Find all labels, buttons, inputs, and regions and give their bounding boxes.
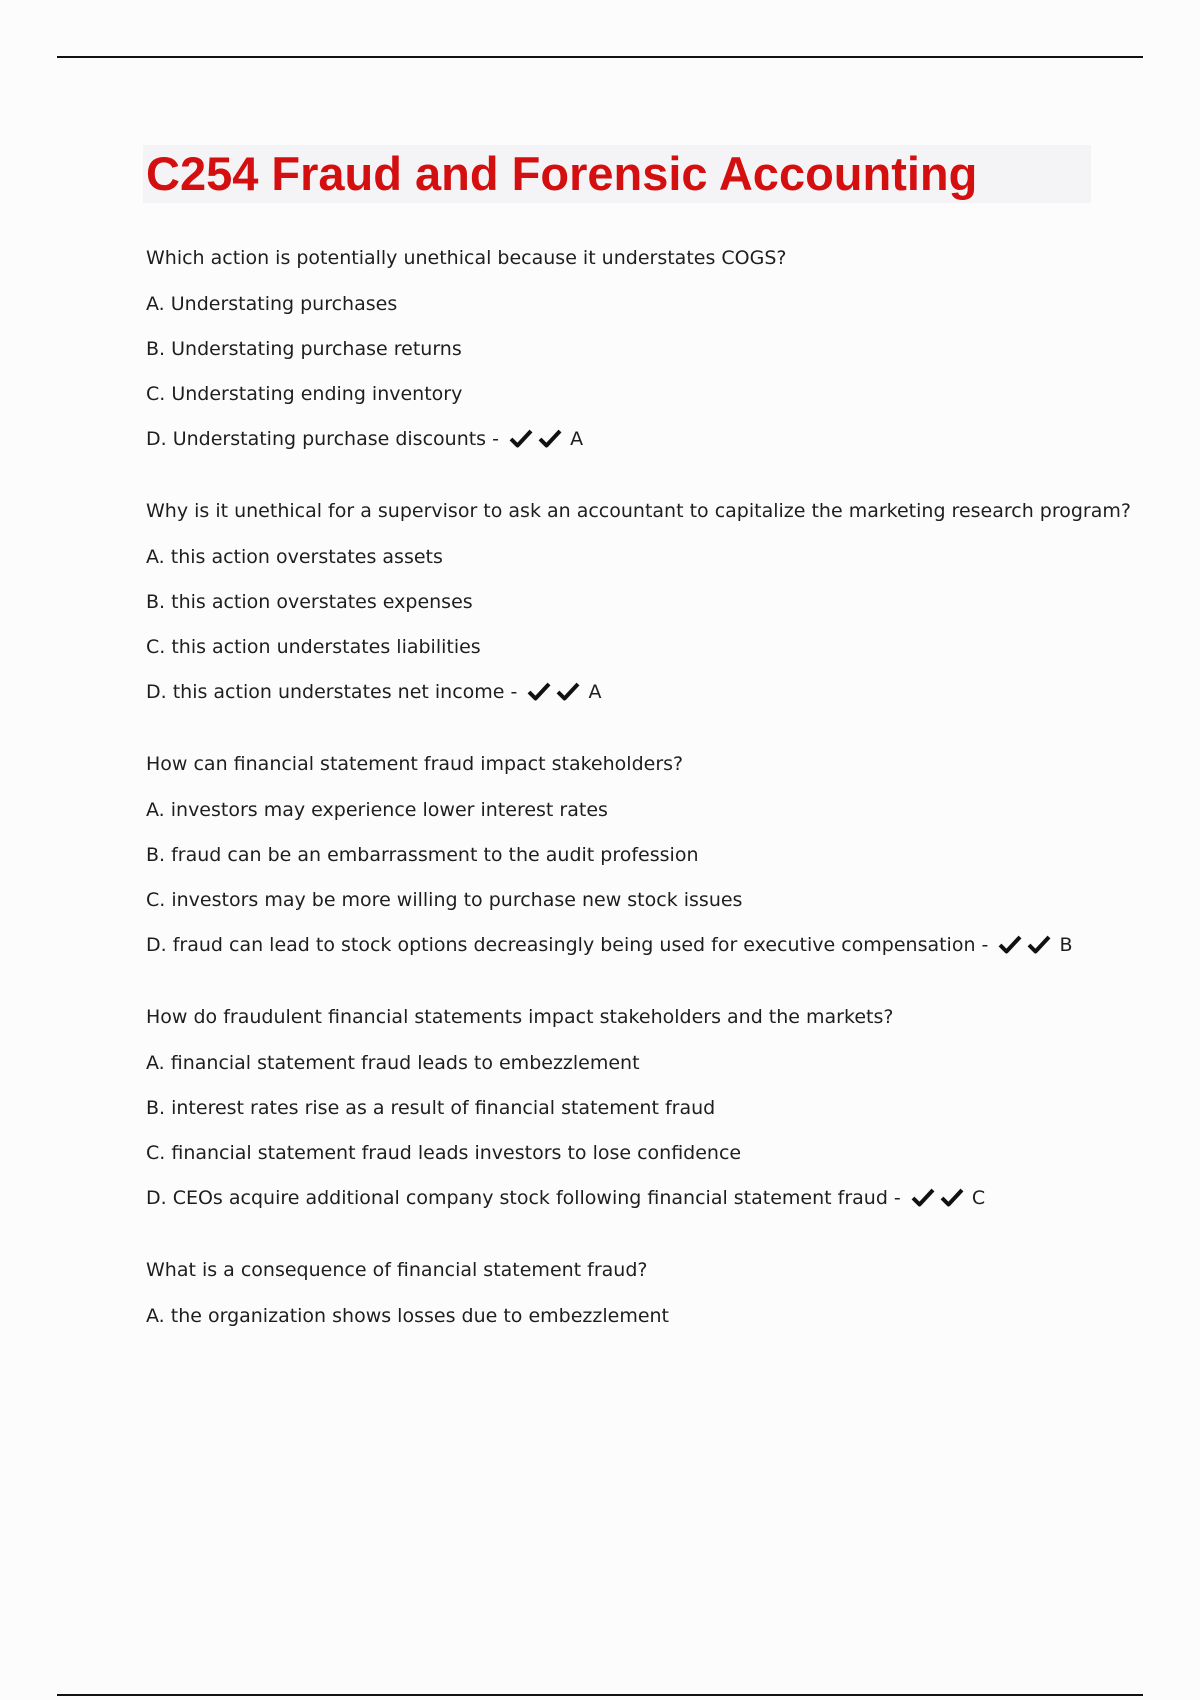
document-title: C254 Fraud and Forensic Accounting <box>146 147 978 200</box>
answer-option: A. Understating purchases <box>146 293 398 315</box>
answer-option: A. the organization shows losses due to embezzlement <box>146 1305 670 1327</box>
question-text: Which action is potentially unethical because it understates COGS? <box>146 247 787 269</box>
checkmark-icon <box>998 934 1022 954</box>
question-block <box>146 499 1146 704</box>
answer-option: B. Understating purchase returns <box>146 338 462 360</box>
checkmark-icon <box>1027 934 1051 954</box>
bottom-rule <box>57 1694 1143 1696</box>
checkmark-icon <box>940 1187 964 1207</box>
question-block <box>146 752 1146 957</box>
question-block <box>146 1258 1146 1328</box>
question-block <box>146 1005 1146 1210</box>
answer-option: A. investors may experience lower interest rates <box>146 799 608 821</box>
question-text: Why is it unethical for a supervisor to ask an accountant to capitalize the marketing research program? <box>146 500 1131 522</box>
answer-option: C. this action understates liabilities <box>146 636 481 658</box>
answer-option: A. this action overstates assets <box>146 546 443 568</box>
answer-option: B. fraud can be an embarrassment to the audit profession <box>146 844 699 866</box>
correct-answer: C <box>971 1187 986 1209</box>
answer-option: D. this action understates net income - A <box>146 681 602 703</box>
correct-answer: A <box>588 681 602 703</box>
question-text: What is a consequence of financial statement fraud? <box>146 1259 648 1281</box>
answer-option: A. financial statement fraud leads to embezzlement <box>146 1052 640 1074</box>
correct-answer: A <box>570 428 584 450</box>
answer-option: B. this action overstates expenses <box>146 591 473 613</box>
answer-option: C. financial statement fraud leads investors to lose confidence <box>146 1142 742 1164</box>
checkmark-icon <box>527 681 551 701</box>
answer-option: D. Understating purchase discounts - A <box>146 428 584 450</box>
answer-option: B. interest rates rise as a result of financial statement fraud <box>146 1097 716 1119</box>
answer-option: D. CEOs acquire additional company stock following financial statement fraud - C <box>146 1187 986 1209</box>
question-list <box>146 246 1146 1376</box>
question-text: How do fraudulent financial statements impact stakeholders and the markets? <box>146 1006 894 1028</box>
checkmark-icon <box>538 428 562 448</box>
answer-option: D. fraud can lead to stock options decreasingly being used for executive compensation - B <box>146 934 1073 956</box>
answer-option: C. Understating ending inventory <box>146 383 463 405</box>
question-text: How can financial statement fraud impact stakeholders? <box>146 753 684 775</box>
checkmark-icon <box>911 1187 935 1207</box>
checkmark-icon <box>556 681 580 701</box>
correct-answer: B <box>1059 934 1073 956</box>
top-rule <box>57 56 1143 58</box>
answer-option: C. investors may be more willing to purchase new stock issues <box>146 889 743 911</box>
checkmark-icon <box>509 428 533 448</box>
question-block <box>146 246 1146 451</box>
